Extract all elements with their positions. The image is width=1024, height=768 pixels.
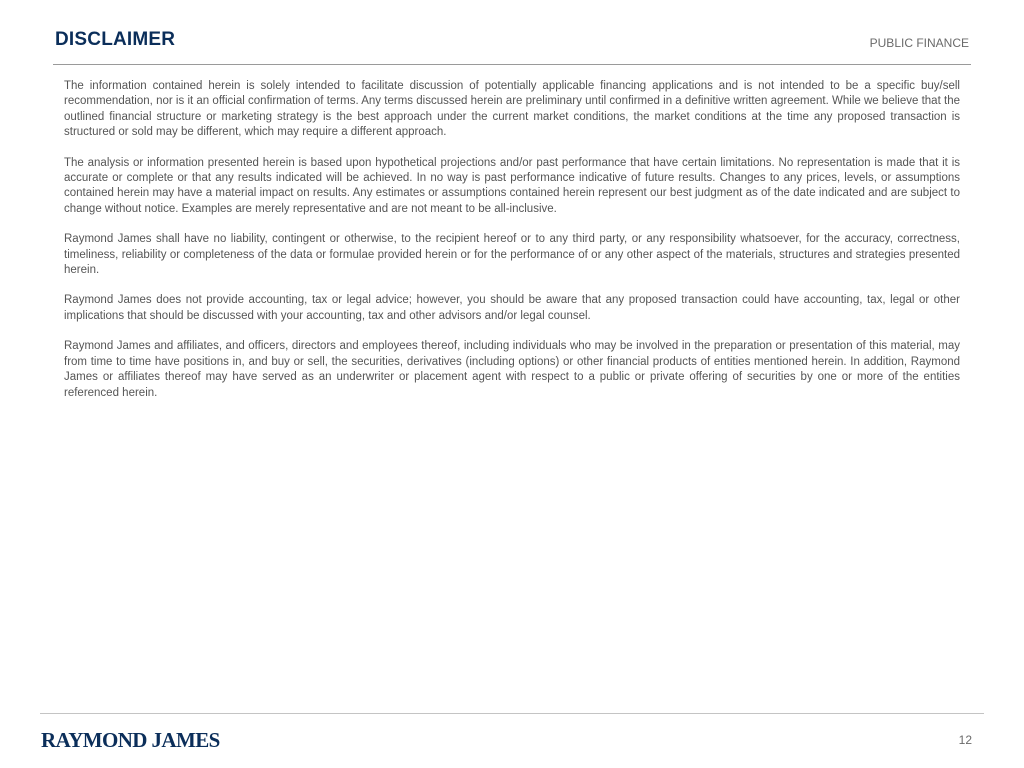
disclaimer-paragraph-2: The analysis or information presented herein is based upon hypothetical projections and/or past performance that have certain limitations. No representation is made that it is accurate or complete or that any results indicated will be achieved. In no way is past performance indicative of future results. Changes to any prices, levels, or assumptions contained herein may have a material impact on results. Any estimates or assumptions contained herein represent our best judgment as of the date indicated and are subject to change without notice. Examples are merely representative and are not meant to be all-inclusive. xyxy=(64,156,960,215)
disclaimer-paragraph-1: The information contained herein is solely intended to facilitate discussion of potentially applicable financing applications and is not intended to be a specific buy/sell recommendation, nor is it an official confirmation of terms. Any terms discussed herein are preliminary until confirmed in a definitive written agreement. While we believe that the outlined financial structure or marketing strategy is the best approach under the current market conditions, the market conditions at the time any proposed transaction is structured or sold may be different, which may require a different approach. xyxy=(64,80,960,139)
header-divider xyxy=(53,64,971,65)
footer-divider xyxy=(40,713,984,714)
raymond-james-logo: RAYMOND JAMES xyxy=(41,728,220,752)
disclaimer-paragraph-5: Raymond James and affiliates, and officers, directors and employees thereof, including individuals who may be involved in the preparation or presentation of this material, may from time to time have positions in, and buy or sell, the securities, derivatives (including options) or other financial products of entities mentioned herein. In addition, Raymond James or affiliates thereof may have served as an underwriter or placement agent with respect to a public or private offering of securities by one or more of the entities referenced herein. xyxy=(64,340,960,399)
disclaimer-paragraph-4: Raymond James does not provide accounting, tax or legal advice; however, you should be aware that any proposed transaction could have accounting, tax, legal or other implications that should be discussed with your accounting, tax and other advisors and/or legal counsel. xyxy=(64,294,960,322)
page-title: DISCLAIMER xyxy=(55,29,176,50)
section-label: PUBLIC FINANCE xyxy=(869,36,969,50)
page-number: 12 xyxy=(958,733,972,747)
disclaimer-body xyxy=(64,79,960,416)
disclaimer-paragraph-3: Raymond James shall have no liability, contingent or otherwise, to the recipient hereof or to any third party, or any responsibility whatsoever, for the accuracy, correctness, timeliness, reliability or completeness of the data or formulae provided herein or for the performance of or any other aspect of the materials, structures and strategies presented herein. xyxy=(64,233,960,277)
